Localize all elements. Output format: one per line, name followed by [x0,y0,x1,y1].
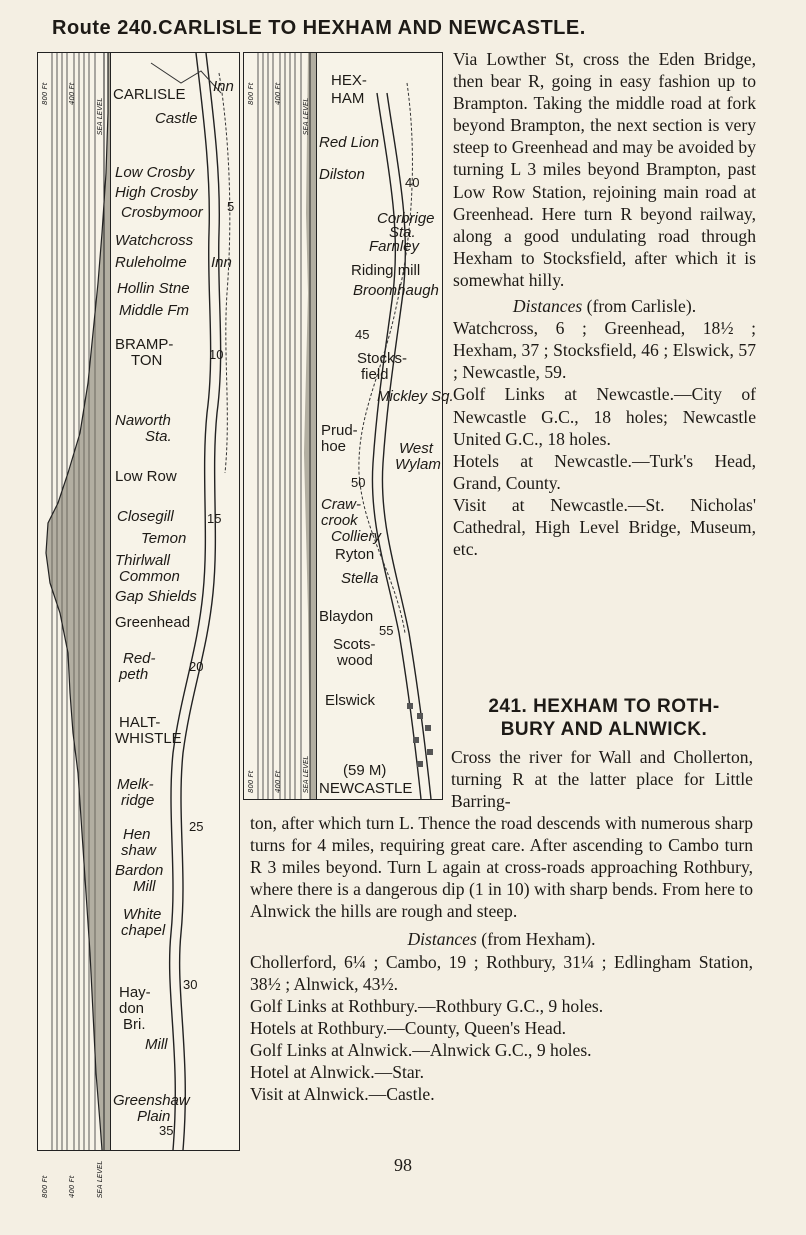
elevation-profile-2-graphic [244,53,317,799]
place-label: CARLISLE [113,86,186,103]
place-label: HAM [331,90,365,107]
route-240-distances-heading: Distances (from Carlisle). [512,296,697,317]
route-map-2 [316,52,454,800]
place-label: Sta. [145,428,172,445]
place-label: don [119,1000,145,1017]
route-240-hotels: Hotels at Newcastle.—Turk's Head, Grand, County. [453,450,756,493]
place-label: Bri. [123,1016,146,1033]
place-label: chapel [121,922,166,939]
label-sea-level-bottom: SEA LEVEL [96,1160,104,1198]
place-label: HEX- [331,72,367,89]
place-label: Wylam [395,456,441,473]
route-240-visit: Visit at Newcastle.—St. Nicholas' Cathedral, High Level Bridge, Museum, etc. [453,494,756,560]
place-label: wood [337,652,373,669]
label-400ft: 400 Ft [68,82,76,105]
place-label: Dilston [319,166,365,183]
place-label: Thirlwall [115,552,171,569]
route-240-distances: Watchcross, 6 ; Greenhead, 18½ ; Hexham, 37 ; Stocksfield, 46 ; Elswick, 57 ; Newcastle, 59. [453,318,756,383]
place-label: field [361,366,389,383]
place-label: HALT- [119,714,161,731]
label-800ft-2-bottom: 800 Ft [247,770,255,793]
place-label: Stella [341,570,379,587]
label-sea-level: SEA LEVEL [96,97,104,135]
page-number: 98 [394,1155,412,1175]
route-241-directions: ton, after which turn L. Thence the road descends with numerous sharp turns for 4 miles, requiring great care. After ascending to Cambo turn R 3 miles beyond. Turn L again at cross-roads approaching Rothbury, where there is a dangerous dip (1 in 10) with sharp bends. From here to Alnwick the hills are rough and steep. [250,813,753,922]
place-label: Inn [211,254,232,271]
place-label: Mickley Sq. [377,388,454,405]
route-240-directions: Via Lowther St, cross the Eden Bridge, then bear R, going in easy fashion up to Brampton. Taking the middle road at fork beyond Brampton, the next section is very steep to Greenhead and may be avoided by turning L 3 miles beyond Brampton, past Low Row Station, rejoining main road at Greenhead. Here turn R beyond railway, along a good undulating road through Hexham to Stocksfield, after which it is somewhat hilly. [453,49,756,290]
label-400ft-bottom: 400 Ft [68,1175,76,1198]
route-241-distances: Chollerford, 6¼ ; Cambo, 19 ; Rothbury, 31¼ ; Edlingham Station, 38½ ; Alnwick, 43½. [250,951,753,994]
place-label: Mill [145,1036,168,1053]
place-label: Low Crosby [115,164,195,181]
label-400ft-2-bottom: 400 Ft [274,770,282,793]
place-label: Sta. [389,224,416,241]
place-label: (59 M) [343,762,387,779]
place-label: Farnley [369,238,420,255]
place-label: Low Row [115,468,177,485]
mile-marker: 10 [209,347,224,362]
label-800ft-2: 800 Ft [247,82,255,105]
route-241-hotels-rothbury: Hotels at Rothbury.—County, Queen's Head. [250,1017,567,1038]
place-label: peth [119,666,149,683]
place-label: Crosbymoor [121,204,203,221]
place-label: Blaydon [319,608,374,625]
mile-marker: 45 [355,327,370,342]
mile-marker: 35 [159,1123,174,1138]
place-label: Temon [141,530,187,547]
place-label: White [123,906,162,923]
place-label: Ryton [335,546,375,563]
place-label: Melk- [117,776,154,793]
route-241-hotel-alnwick: Hotel at Alnwick.—Star. [250,1062,424,1083]
route-241-golf-rothbury: Golf Links at Rothbury.—Rothbury G.C., 9 holes. [250,995,604,1016]
place-label: Bardon [115,862,164,879]
place-label: Gap Shields [115,588,197,605]
place-label: Red- [123,650,156,667]
place-label: Red Lion [319,134,380,151]
route-241-text [250,812,753,1105]
place-label: Hay- [119,984,151,1001]
place-label: Prud- [321,422,358,439]
place-label: Broomhaugh [353,282,439,299]
place-label: Colliery [331,528,382,545]
mile-marker: 55 [379,623,394,638]
label-sea-level-2-bottom: SEA LEVEL [302,755,310,793]
place-label: WHISTLE [115,730,182,747]
label-800ft-bottom: 800 Ft [41,1175,49,1198]
route-map-1 [110,52,240,1151]
label-sea-level-2: SEA LEVEL [302,97,310,135]
label-800ft: 800 Ft [41,82,49,105]
mile-marker: 20 [189,659,204,674]
elevation-profile-1 [37,52,112,1198]
mile-marker: 25 [189,819,204,834]
route-header [52,17,762,40]
route-240-text [453,48,756,560]
place-label: High Crosby [115,184,198,201]
place-label: Greenshaw [113,1092,190,1109]
place-label: Plain [137,1108,171,1125]
route-241-visit: Visit at Alnwick.—Castle. [250,1084,435,1105]
place-label: Watchcross [115,232,194,249]
place-label: Greenhead [115,614,191,631]
route-241-intro: Cross the river for Wall and Chollerton, turning R at the latter place for Little Barring- [451,747,753,812]
place-label: Hollin Stne [117,280,190,297]
route-title: CARLISLE TO HEXHAM AND NEWCASTLE. [158,17,586,39]
place-label: crook [321,512,358,529]
place-label: Elswick [325,692,376,709]
place-label: hoe [321,438,347,455]
route-241-golf-alnwick: Golf Links at Alnwick.—Alnwick G.C., 9 holes. [250,1039,592,1060]
place-label: Closegill [117,508,174,525]
place-label: Scots- [333,636,376,653]
place-label: Mill [133,878,156,895]
place-label: shaw [121,842,157,859]
elevation-profile-2 [243,52,318,800]
elevation-profile-1-graphic [38,53,111,1150]
place-label: West [399,440,433,457]
label-400ft-2: 400 Ft [274,82,282,105]
mile-marker: 5 [227,199,235,214]
mile-marker: 40 [405,175,420,190]
place-label: Craw- [321,496,361,513]
place-label: Inn [213,78,234,95]
place-label: Stocks- [357,350,408,367]
place-label: Naworth [115,412,171,429]
route-240-golf: Golf Links at Newcastle.—City of Newcastle G.C., 18 holes; Newcastle United G.C., 18 holes. [453,384,756,449]
route-241-title: 241. HEXHAM TO ROTH- BURY AND ALNWICK. [488,696,720,740]
place-label: Common [119,568,180,585]
place-label: Middle Fm [119,302,190,319]
place-label: NEWCASTLE [319,780,413,797]
route-number: Route 240. [52,17,159,39]
mile-marker: 15 [207,511,222,526]
route-241-distances-heading: Distances (from Hexham). [407,929,596,950]
place-label: Corbrige [377,210,435,227]
mile-marker: 50 [351,475,366,490]
place-label: Castle [155,110,198,127]
place-label: Ruleholme [115,254,187,271]
place-label: ridge [121,792,155,809]
place-label: BRAMP- [115,336,174,353]
place-label: Hen [123,826,151,843]
place-label: TON [131,352,163,369]
place-label: Riding mill [351,262,421,279]
mile-marker: 30 [183,977,198,992]
